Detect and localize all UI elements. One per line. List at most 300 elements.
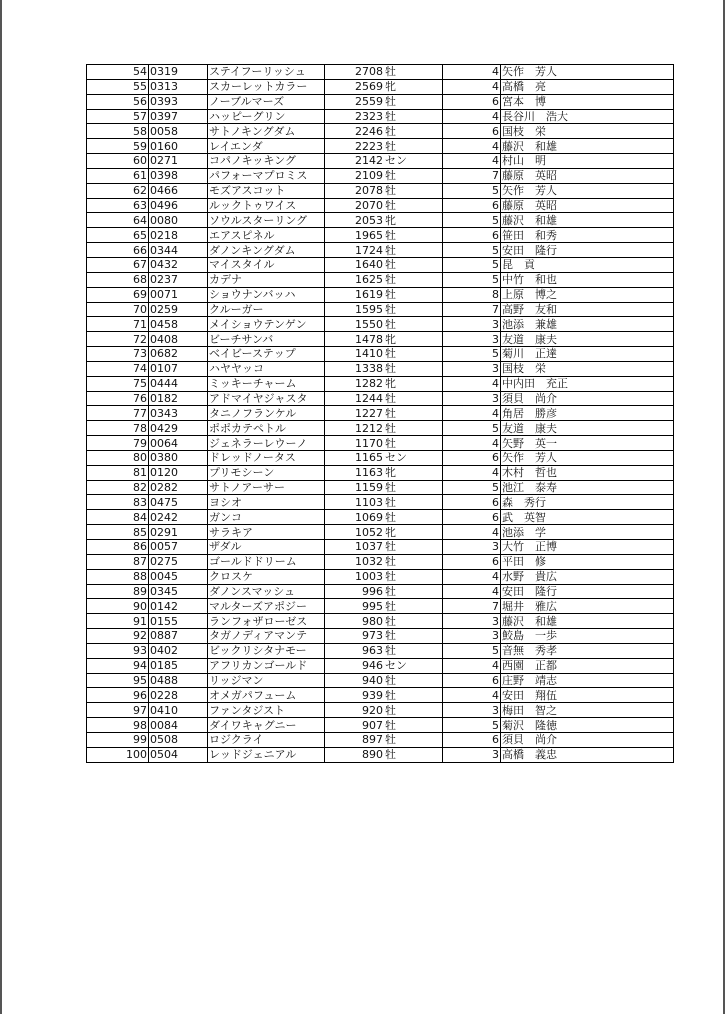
age-cell: 3 xyxy=(443,629,501,644)
horse-code-cell: 0084 xyxy=(149,718,208,733)
rank-number-cell: 63 xyxy=(87,198,149,213)
table-row xyxy=(87,495,674,510)
age-cell: 5 xyxy=(443,718,501,733)
table-row xyxy=(87,168,674,183)
trainer-cell: 池添 兼雄 xyxy=(501,317,674,332)
sex-cell: 牡 xyxy=(384,540,443,555)
table-row xyxy=(87,391,674,406)
table-row xyxy=(87,361,674,376)
horse-code-cell: 0402 xyxy=(149,643,208,658)
horse-name-cell: ドレッドノータス xyxy=(208,450,325,465)
age-cell: 6 xyxy=(443,510,501,525)
sex-cell: 牡 xyxy=(384,643,443,658)
horse-code-cell: 0319 xyxy=(149,65,208,80)
sex-cell: 牝 xyxy=(384,332,443,347)
table-row xyxy=(87,243,674,258)
horse-name-cell: ショウナンバッハ xyxy=(208,287,325,302)
trainer-cell: 藤沢 和雄 xyxy=(501,213,674,228)
table-row xyxy=(87,139,674,154)
points-cell: 1625 xyxy=(325,272,385,287)
rank-number-cell: 85 xyxy=(87,525,149,540)
age-cell: 3 xyxy=(443,614,501,629)
table-row xyxy=(87,406,674,421)
rank-number-cell: 74 xyxy=(87,361,149,376)
points-cell: 2078 xyxy=(325,183,385,198)
horse-code-cell: 0397 xyxy=(149,109,208,124)
table-row xyxy=(87,629,674,644)
rank-number-cell: 82 xyxy=(87,480,149,495)
rank-number-cell: 56 xyxy=(87,94,149,109)
points-cell: 1165 xyxy=(325,450,385,465)
horse-name-cell: オメガパフューム xyxy=(208,688,325,703)
horse-name-cell: タガノディアマンテ xyxy=(208,629,325,644)
points-cell: 2142 xyxy=(325,154,385,169)
age-cell: 6 xyxy=(443,450,501,465)
age-cell: 6 xyxy=(443,732,501,747)
table-row xyxy=(87,228,674,243)
horse-name-cell: コパノキッキング xyxy=(208,154,325,169)
trainer-cell: 池江 泰寿 xyxy=(501,480,674,495)
age-cell: 6 xyxy=(443,228,501,243)
sex-cell: 牡 xyxy=(384,406,443,421)
trainer-cell: 池添 学 xyxy=(501,525,674,540)
sex-cell: 牡 xyxy=(384,228,443,243)
trainer-cell: 庄野 靖志 xyxy=(501,673,674,688)
horse-name-cell: ベイビーステップ xyxy=(208,347,325,362)
horse-code-cell: 0504 xyxy=(149,747,208,762)
table-row xyxy=(87,747,674,762)
table-row xyxy=(87,154,674,169)
points-cell: 1338 xyxy=(325,361,385,376)
horse-code-cell: 0313 xyxy=(149,79,208,94)
horse-code-cell: 0682 xyxy=(149,347,208,362)
points-cell: 1244 xyxy=(325,391,385,406)
table-row xyxy=(87,465,674,480)
trainer-cell: 村山 明 xyxy=(501,154,674,169)
age-cell: 5 xyxy=(443,421,501,436)
age-cell: 5 xyxy=(443,480,501,495)
horse-code-cell: 0242 xyxy=(149,510,208,525)
rank-number-cell: 73 xyxy=(87,347,149,362)
horse-code-cell: 0071 xyxy=(149,287,208,302)
trainer-cell: 安田 翔伍 xyxy=(501,688,674,703)
horse-name-cell: ハヤヤッコ xyxy=(208,361,325,376)
horse-code-cell: 0466 xyxy=(149,183,208,198)
horse-code-cell: 0458 xyxy=(149,317,208,332)
horse-code-cell: 0271 xyxy=(149,154,208,169)
age-cell: 4 xyxy=(443,584,501,599)
trainer-cell: 矢野 英一 xyxy=(501,436,674,451)
rank-number-cell: 93 xyxy=(87,643,149,658)
points-cell: 2569 xyxy=(325,79,385,94)
rank-number-cell: 70 xyxy=(87,302,149,317)
age-cell: 5 xyxy=(443,643,501,658)
horse-code-cell: 0275 xyxy=(149,554,208,569)
horse-name-cell: ソウルスターリング xyxy=(208,213,325,228)
sex-cell: 牡 xyxy=(384,436,443,451)
table-row xyxy=(87,688,674,703)
points-cell: 939 xyxy=(325,688,385,703)
rank-number-cell: 62 xyxy=(87,183,149,198)
points-cell: 1550 xyxy=(325,317,385,332)
trainer-cell: 鮫島 一歩 xyxy=(501,629,674,644)
points-cell: 907 xyxy=(325,718,385,733)
rank-number-cell: 76 xyxy=(87,391,149,406)
age-cell: 3 xyxy=(443,747,501,762)
horse-code-cell: 0398 xyxy=(149,168,208,183)
points-cell: 1227 xyxy=(325,406,385,421)
horse-name-cell: クロスケ xyxy=(208,569,325,584)
horse-name-cell: クルーガー xyxy=(208,302,325,317)
horse-name-cell: パフォーマプロミス xyxy=(208,168,325,183)
age-cell: 4 xyxy=(443,525,501,540)
sex-cell: 牡 xyxy=(384,599,443,614)
table-row xyxy=(87,525,674,540)
horse-code-cell: 0508 xyxy=(149,732,208,747)
sex-cell: 牝 xyxy=(384,213,443,228)
table-row xyxy=(87,436,674,451)
rank-number-cell: 100 xyxy=(87,747,149,762)
trainer-cell: 森 秀行 xyxy=(501,495,674,510)
sex-cell: 牡 xyxy=(384,673,443,688)
rank-number-cell: 57 xyxy=(87,109,149,124)
sex-cell: 牡 xyxy=(384,109,443,124)
horse-code-cell: 0380 xyxy=(149,450,208,465)
age-cell: 6 xyxy=(443,124,501,139)
sex-cell: 牡 xyxy=(384,317,443,332)
points-cell: 2708 xyxy=(325,65,385,80)
rank-number-cell: 86 xyxy=(87,540,149,555)
age-cell: 4 xyxy=(443,688,501,703)
horse-name-cell: ミッキーチャーム xyxy=(208,376,325,391)
trainer-cell: 矢作 芳人 xyxy=(501,65,674,80)
points-cell: 890 xyxy=(325,747,385,762)
table-row xyxy=(87,302,674,317)
sex-cell: 牡 xyxy=(384,272,443,287)
trainer-cell: 藤沢 和雄 xyxy=(501,139,674,154)
sex-cell: 牡 xyxy=(384,168,443,183)
table-row xyxy=(87,257,674,272)
trainer-cell: 安田 隆行 xyxy=(501,243,674,258)
sex-cell: 牡 xyxy=(384,495,443,510)
table-row xyxy=(87,272,674,287)
table-row xyxy=(87,510,674,525)
sex-cell: 牡 xyxy=(384,718,443,733)
sex-cell: 牡 xyxy=(384,183,443,198)
rank-number-cell: 89 xyxy=(87,584,149,599)
table-row xyxy=(87,554,674,569)
horse-name-cell: マルターズアポジー xyxy=(208,599,325,614)
age-cell: 3 xyxy=(443,361,501,376)
rank-number-cell: 96 xyxy=(87,688,149,703)
age-cell: 4 xyxy=(443,658,501,673)
horse-name-cell: ノーブルマーズ xyxy=(208,94,325,109)
sex-cell: 牡 xyxy=(384,347,443,362)
horse-code-cell: 0237 xyxy=(149,272,208,287)
rank-number-cell: 67 xyxy=(87,257,149,272)
table-row xyxy=(87,718,674,733)
horse-name-cell: ザダル xyxy=(208,540,325,555)
rank-number-cell: 91 xyxy=(87,614,149,629)
horse-name-cell: ゴールドドリーム xyxy=(208,554,325,569)
horse-name-cell: ファンタジスト xyxy=(208,703,325,718)
age-cell: 8 xyxy=(443,287,501,302)
sex-cell: 牡 xyxy=(384,198,443,213)
trainer-cell: 矢作 芳人 xyxy=(501,183,674,198)
horse-code-cell: 0488 xyxy=(149,673,208,688)
age-cell: 4 xyxy=(443,154,501,169)
sex-cell: 牡 xyxy=(384,688,443,703)
age-cell: 3 xyxy=(443,391,501,406)
trainer-cell: 国枝 栄 xyxy=(501,124,674,139)
points-cell: 2323 xyxy=(325,109,385,124)
points-cell: 1410 xyxy=(325,347,385,362)
sex-cell: 牡 xyxy=(384,243,443,258)
table-row xyxy=(87,584,674,599)
sex-cell: 牡 xyxy=(384,703,443,718)
table-row xyxy=(87,643,674,658)
trainer-cell: 菊川 正達 xyxy=(501,347,674,362)
table-row xyxy=(87,213,674,228)
horse-name-cell: サラキア xyxy=(208,525,325,540)
rank-number-cell: 75 xyxy=(87,376,149,391)
horse-name-cell: レッドジェニアル xyxy=(208,747,325,762)
sex-cell: 牡 xyxy=(384,480,443,495)
rank-number-cell: 83 xyxy=(87,495,149,510)
sex-cell: 牡 xyxy=(384,124,443,139)
horse-code-cell: 0291 xyxy=(149,525,208,540)
sex-cell: 牡 xyxy=(384,287,443,302)
table-row xyxy=(87,569,674,584)
age-cell: 7 xyxy=(443,599,501,614)
points-cell: 996 xyxy=(325,584,385,599)
horse-name-cell: プリモシーン xyxy=(208,465,325,480)
table-row xyxy=(87,732,674,747)
table-row xyxy=(87,287,674,302)
horse-code-cell: 0496 xyxy=(149,198,208,213)
points-cell: 897 xyxy=(325,732,385,747)
age-cell: 6 xyxy=(443,673,501,688)
table-row xyxy=(87,347,674,362)
points-cell: 1159 xyxy=(325,480,385,495)
sex-cell: 牡 xyxy=(384,391,443,406)
age-cell: 5 xyxy=(443,213,501,228)
horse-code-cell: 0282 xyxy=(149,480,208,495)
rank-number-cell: 81 xyxy=(87,465,149,480)
age-cell: 4 xyxy=(443,569,501,584)
age-cell: 5 xyxy=(443,257,501,272)
sex-cell: 牡 xyxy=(384,554,443,569)
table-row xyxy=(87,614,674,629)
age-cell: 6 xyxy=(443,554,501,569)
age-cell: 5 xyxy=(443,183,501,198)
sex-cell: 牡 xyxy=(384,614,443,629)
horse-code-cell: 0410 xyxy=(149,703,208,718)
rank-number-cell: 71 xyxy=(87,317,149,332)
horse-name-cell: ランフォザローゼス xyxy=(208,614,325,629)
age-cell: 4 xyxy=(443,65,501,80)
table-row xyxy=(87,480,674,495)
horse-code-cell: 0345 xyxy=(149,584,208,599)
rank-number-cell: 90 xyxy=(87,599,149,614)
age-cell: 3 xyxy=(443,332,501,347)
horse-code-cell: 0259 xyxy=(149,302,208,317)
trainer-cell: 矢作 芳人 xyxy=(501,450,674,465)
horse-code-cell: 0142 xyxy=(149,599,208,614)
sex-cell: 牡 xyxy=(384,569,443,584)
trainer-cell: 西園 正都 xyxy=(501,658,674,673)
ranking-table-body xyxy=(87,65,674,763)
rank-number-cell: 61 xyxy=(87,168,149,183)
sex-cell: セン xyxy=(384,154,443,169)
sex-cell: 牡 xyxy=(384,257,443,272)
sex-cell: 牝 xyxy=(384,525,443,540)
points-cell: 1069 xyxy=(325,510,385,525)
trainer-cell: 菊沢 隆徳 xyxy=(501,718,674,733)
rank-number-cell: 64 xyxy=(87,213,149,228)
horse-name-cell: カデナ xyxy=(208,272,325,287)
points-cell: 963 xyxy=(325,643,385,658)
trainer-cell: 角居 勝彦 xyxy=(501,406,674,421)
age-cell: 6 xyxy=(443,198,501,213)
horse-code-cell: 0429 xyxy=(149,421,208,436)
horse-code-cell: 0120 xyxy=(149,465,208,480)
trainer-cell: 堀井 雅広 xyxy=(501,599,674,614)
sex-cell: 牝 xyxy=(384,376,443,391)
horse-code-cell: 0182 xyxy=(149,391,208,406)
age-cell: 3 xyxy=(443,703,501,718)
horse-name-cell: ジェネラーレウーノ xyxy=(208,436,325,451)
age-cell: 7 xyxy=(443,302,501,317)
points-cell: 1478 xyxy=(325,332,385,347)
horse-name-cell: アドマイヤジャスタ xyxy=(208,391,325,406)
trainer-cell: 藤原 英昭 xyxy=(501,168,674,183)
points-cell: 973 xyxy=(325,629,385,644)
age-cell: 3 xyxy=(443,540,501,555)
trainer-cell: 友道 康夫 xyxy=(501,421,674,436)
table-row xyxy=(87,376,674,391)
sex-cell: 牡 xyxy=(384,510,443,525)
sex-cell: 牝 xyxy=(384,79,443,94)
horse-code-cell: 0057 xyxy=(149,540,208,555)
rank-number-cell: 98 xyxy=(87,718,149,733)
horse-code-cell: 0393 xyxy=(149,94,208,109)
rank-number-cell: 78 xyxy=(87,421,149,436)
age-cell: 5 xyxy=(443,347,501,362)
sex-cell: 牡 xyxy=(384,139,443,154)
rank-number-cell: 99 xyxy=(87,732,149,747)
trainer-cell: 水野 貴広 xyxy=(501,569,674,584)
rank-number-cell: 66 xyxy=(87,243,149,258)
sex-cell: セン xyxy=(384,658,443,673)
horse-name-cell: マイスタイル xyxy=(208,257,325,272)
horse-code-cell: 0344 xyxy=(149,243,208,258)
ranking-table xyxy=(86,64,674,763)
table-row xyxy=(87,109,674,124)
horse-name-cell: ポポカテペトル xyxy=(208,421,325,436)
horse-name-cell: ビックリシタナモー xyxy=(208,643,325,658)
points-cell: 1003 xyxy=(325,569,385,584)
points-cell: 2559 xyxy=(325,94,385,109)
trainer-cell: 藤原 英昭 xyxy=(501,198,674,213)
table-row xyxy=(87,65,674,80)
points-cell: 1282 xyxy=(325,376,385,391)
points-cell: 980 xyxy=(325,614,385,629)
horse-name-cell: ルックトゥワイス xyxy=(208,198,325,213)
age-cell: 4 xyxy=(443,406,501,421)
table-row xyxy=(87,124,674,139)
trainer-cell: 平田 修 xyxy=(501,554,674,569)
age-cell: 5 xyxy=(443,243,501,258)
horse-name-cell: ダノンスマッシュ xyxy=(208,584,325,599)
horse-code-cell: 0185 xyxy=(149,658,208,673)
age-cell: 4 xyxy=(443,436,501,451)
sex-cell: セン xyxy=(384,450,443,465)
age-cell: 5 xyxy=(443,272,501,287)
rank-number-cell: 55 xyxy=(87,79,149,94)
sex-cell: 牡 xyxy=(384,584,443,599)
rank-number-cell: 65 xyxy=(87,228,149,243)
table-row xyxy=(87,540,674,555)
trainer-cell: 安田 隆行 xyxy=(501,584,674,599)
rank-number-cell: 68 xyxy=(87,272,149,287)
horse-code-cell: 0155 xyxy=(149,614,208,629)
table-row xyxy=(87,317,674,332)
points-cell: 2223 xyxy=(325,139,385,154)
trainer-cell: 中内田 充正 xyxy=(501,376,674,391)
trainer-cell: 木村 哲也 xyxy=(501,465,674,480)
age-cell: 4 xyxy=(443,376,501,391)
horse-code-cell: 0045 xyxy=(149,569,208,584)
trainer-cell: 昆 貢 xyxy=(501,257,674,272)
horse-code-cell: 0343 xyxy=(149,406,208,421)
horse-code-cell: 0408 xyxy=(149,332,208,347)
table-row xyxy=(87,183,674,198)
horse-name-cell: エアスピネル xyxy=(208,228,325,243)
trainer-cell: 宮本 博 xyxy=(501,94,674,109)
horse-code-cell: 0218 xyxy=(149,228,208,243)
horse-name-cell: ステイフーリッシュ xyxy=(208,65,325,80)
rank-number-cell: 77 xyxy=(87,406,149,421)
trainer-cell: 武 英智 xyxy=(501,510,674,525)
rank-number-cell: 59 xyxy=(87,139,149,154)
age-cell: 3 xyxy=(443,317,501,332)
horse-name-cell: ヨシオ xyxy=(208,495,325,510)
horse-name-cell: ダノンキングダム xyxy=(208,243,325,258)
horse-code-cell: 0444 xyxy=(149,376,208,391)
trainer-cell: 国枝 栄 xyxy=(501,361,674,376)
age-cell: 6 xyxy=(443,495,501,510)
rank-number-cell: 80 xyxy=(87,450,149,465)
trainer-cell: 高野 友和 xyxy=(501,302,674,317)
trainer-cell: 須貝 尚介 xyxy=(501,732,674,747)
table-row xyxy=(87,198,674,213)
rank-number-cell: 69 xyxy=(87,287,149,302)
age-cell: 4 xyxy=(443,465,501,480)
sex-cell: 牡 xyxy=(384,421,443,436)
horse-code-cell: 0080 xyxy=(149,213,208,228)
points-cell: 1032 xyxy=(325,554,385,569)
table-row xyxy=(87,599,674,614)
points-cell: 920 xyxy=(325,703,385,718)
sex-cell: 牡 xyxy=(384,732,443,747)
table-row xyxy=(87,79,674,94)
trainer-cell: 上原 博之 xyxy=(501,287,674,302)
horse-code-cell: 0475 xyxy=(149,495,208,510)
rank-number-cell: 95 xyxy=(87,673,149,688)
horse-name-cell: メイショウテンゲン xyxy=(208,317,325,332)
table-row xyxy=(87,421,674,436)
